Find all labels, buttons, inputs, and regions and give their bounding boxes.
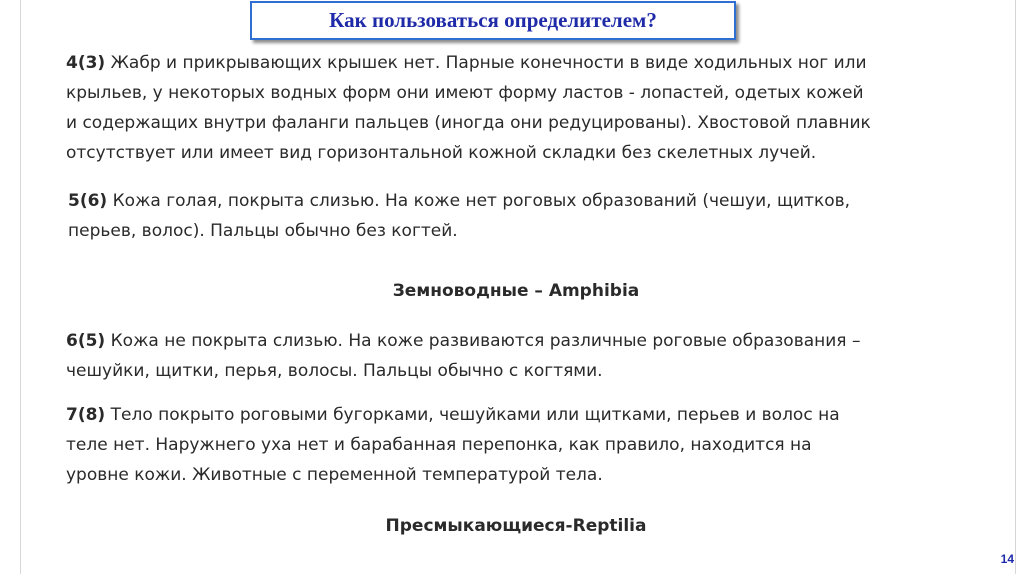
paragraph-line: Жабр и прикрывающих крышек нет. Парные конечности в виде ходильных ног или bbox=[105, 53, 867, 73]
paragraph-4-3 bbox=[66, 48, 871, 168]
scanned-key-text bbox=[66, 48, 966, 548]
paragraph-7-8 bbox=[66, 400, 840, 490]
paragraph-line: Кожа голая, покрыта слизью. На коже нет роговых образований (чешуи, щитков, bbox=[107, 191, 851, 211]
heading-reptilia: Пресмыкающиеся-Reptilia bbox=[385, 516, 647, 536]
paragraph-line: крыльев, у некоторых водных форм они имеют форму ластов - лопастей, одетых кожей bbox=[66, 83, 864, 103]
paragraph-line: и содержащих внутри фаланги пальцев (иногда они редуцированы). Хвостовой плавник bbox=[66, 113, 871, 133]
paragraph-line: Тело покрыто роговыми бугорками, чешуйками или щитками, перьев и волос на bbox=[105, 405, 840, 425]
paragraph-6-5 bbox=[66, 326, 860, 386]
paragraph-line: Кожа не покрыта слизью. На коже развиваются различные роговые образования – bbox=[105, 331, 861, 351]
paragraph-line: перьев, волос). Пальцы обычно без когтей. bbox=[68, 221, 458, 241]
paragraph-number: 5(6) bbox=[68, 191, 108, 211]
paragraph-line: отсутствует или имеет вид горизонтальной кожной складки без скелетных лучей. bbox=[66, 143, 817, 163]
heading-amphibia: Земноводные – Amphibia bbox=[392, 281, 640, 301]
paragraph-number: 4(3) bbox=[66, 53, 106, 73]
paragraph-line: уровне кожи. Животные с переменной температурой тела. bbox=[66, 465, 603, 485]
paragraph-line: чешуйки, щитки, перья, волосы. Пальцы обычно с когтями. bbox=[66, 361, 603, 381]
paragraph-line: теле нет. Наружнего уха нет и барабанная перепонка, как правило, находится на bbox=[66, 435, 812, 455]
title-box bbox=[250, 1, 736, 40]
slide-title: Как пользоваться определителем? bbox=[329, 8, 657, 32]
paragraph-number: 7(8) bbox=[66, 405, 106, 425]
page-number: 14 bbox=[1000, 552, 1014, 566]
paragraph-number: 6(5) bbox=[66, 331, 106, 351]
paragraph-5-6 bbox=[68, 186, 850, 246]
